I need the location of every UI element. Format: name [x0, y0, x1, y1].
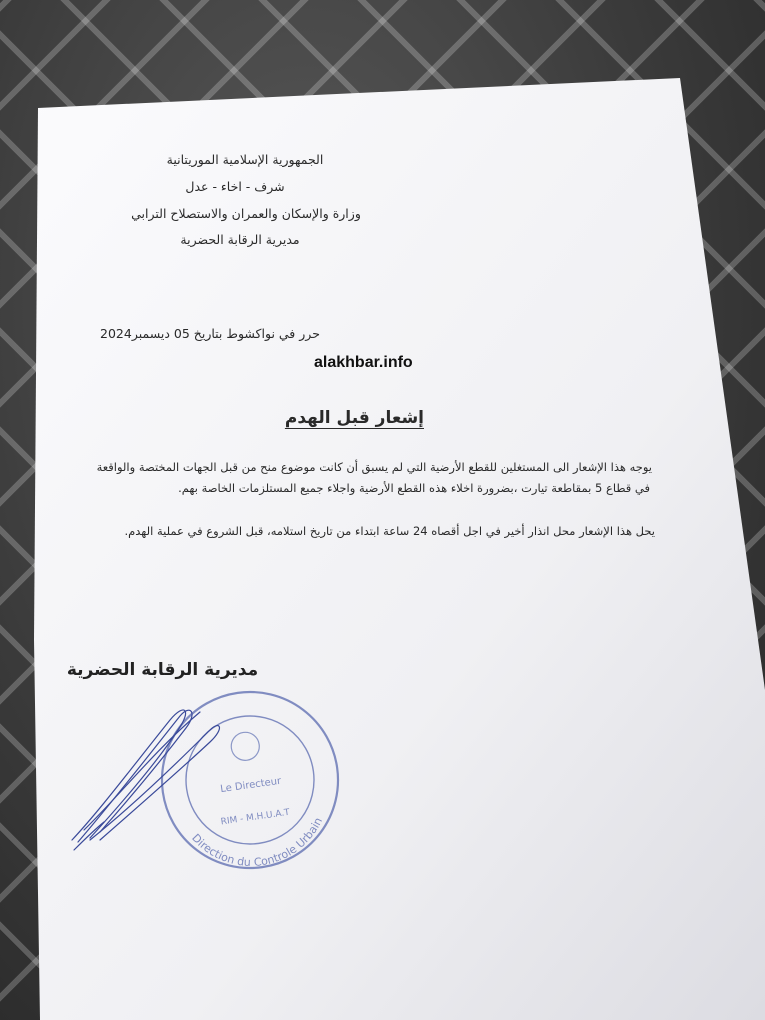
body-line-3: يحل هذا الإشعار محل انذار أخير في اجل أقصاه 24 ساعة ابتداء من تاريخ استلامه، قبل الشروع في عملية الهدم.	[124, 524, 655, 538]
svg-text:Direction du Controle Urbain: Direction du Controle Urbain	[189, 815, 326, 869]
svg-text:Le Directeur: Le Directeur	[219, 775, 282, 796]
header-country: الجمهورية الإسلامية الموريتانية	[166, 152, 324, 167]
body-line-2: في قطاع 5 بمقاطعة تيارت ،بضرورة اخلاء هذه القطع الأرضية واجلاء جميع المستلزمات الخاصة بهم.	[178, 481, 650, 495]
handwritten-signature	[60, 690, 260, 870]
header-directorate: مديرية الرقابة الحضرية	[180, 232, 300, 247]
body-line-1: يوجه هذا الإشعار الى المستغلين للقطع الأرضية التي لم يسبق أن كانت موضوع منح من قبل الجهات المختصة والواقعة	[96, 460, 652, 474]
watermark-text: alakhbar.info	[314, 354, 413, 371]
header-motto: شرف - اخاء - عدل	[185, 179, 285, 194]
date-line: حرر في نواكشوط بتاريخ 05 ديسمبر2024	[100, 326, 320, 341]
document-title: إشعار قبل الهدم	[284, 408, 424, 428]
svg-text:RIM - M.H.U.A.T: RIM - M.H.U.A.T	[220, 807, 291, 828]
signature-block-title: مديرية الرقابة الحضرية	[66, 660, 259, 680]
header-ministry: وزارة والإسكان والعمران والاستصلاح الترابي	[131, 206, 361, 221]
